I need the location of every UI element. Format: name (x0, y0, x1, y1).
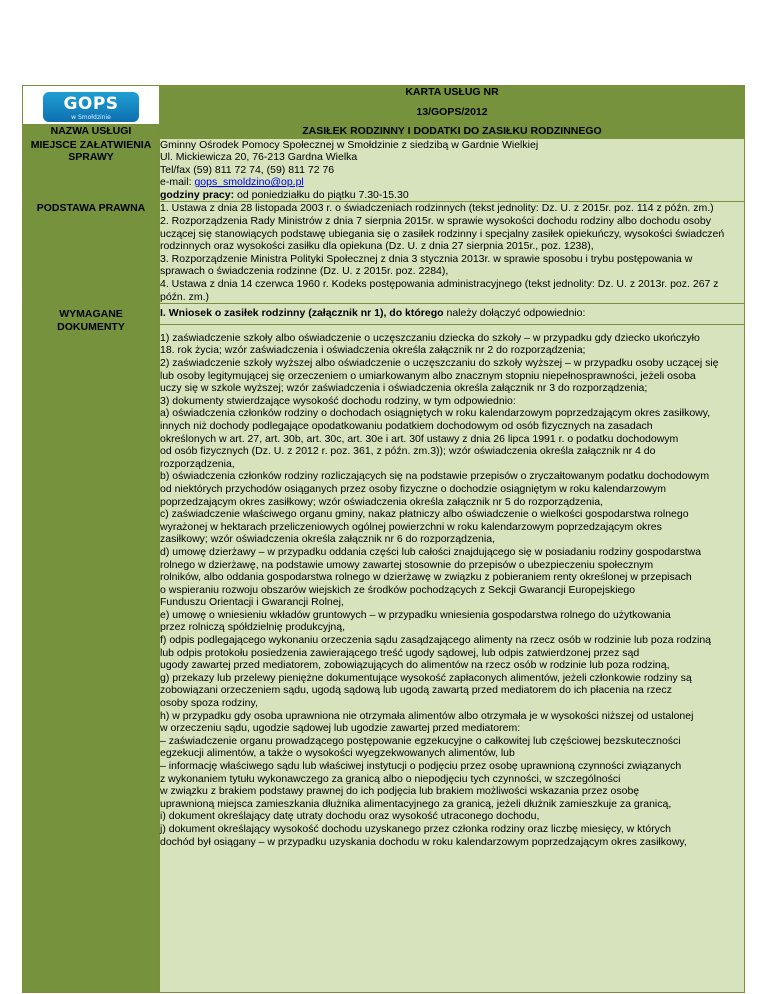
docs-line: lub odpis protokołu posiedzenia zawierającego treść ugody sądowej, lub odpis zatwierdzonej przez sąd (160, 646, 640, 659)
place-line: Ul. Mickiewicza 20, 76-213 Gardna Wielka (160, 151, 358, 164)
legal-basis-label: PODSTAWA PRAWNA (23, 202, 160, 304)
gops-logo (43, 92, 139, 122)
docs-line: egzekucji alimentów, a także o wysokości wyegzekwowanych alimentów, lub (160, 747, 515, 760)
required-docs-label (23, 304, 160, 993)
docs-line: uprawnioną miejsca zamieszkania dłużnika alimentacyjnego za granicą, jeżeli dłużnik zamieszkuje za granicą, (160, 797, 672, 810)
docs-line: ugody zawartej przed mediatorem, zobowiązujących do alimentów na rzecz osób w rodzinie lub poza rodziną, (160, 659, 670, 672)
docs-line: w związku z brakiem podstawy prawnej do ich podjęcia lub brakiem możliwości wskazania przez osobę (160, 785, 640, 798)
docs-line: 2) zaświadczenie szkoły wyższej albo oświadczenie o uczęszczaniu do szkoły wyższej – w przypadku osoby uczącej się (160, 357, 719, 369)
place-label (23, 138, 160, 202)
email-link[interactable]: gops_smoldzino@op.pl (194, 176, 304, 189)
docs-line: o wspieraniu rozwoju obszarów wiejskich ze środków pochodzących z Sekcji Gwarancji Europejskiego (160, 583, 636, 596)
docs-line: uczy się w szkole wyższej; wzór zaświadczenia i oświadczenia określa załącznik nr 3 do rozporządzenia; (160, 382, 648, 395)
docs-line: od osób fizycznych (Dz. U. z 2012 r. poz. 361, z późn. zm.3)); wzór oświadczenia określa załącznik nr 4 do (160, 445, 656, 458)
email-prefix: e-mail: (160, 176, 195, 189)
legal-line: 3. Rozporządzenie Ministra Polityki Społecznej z dnia 3 stycznia 2013r. w sprawie sposobu i trybu postępowania w (160, 252, 693, 265)
service-card-table (22, 85, 745, 993)
place-line: Tel/fax (59) 811 72 74, (59) 811 72 76 (160, 163, 335, 176)
legal-line: rodzinnych oraz wysokości zasiłku dla opiekuna (Dz. U. z dnia 27 sierpnia 2015r., poz. 1238), (160, 240, 594, 253)
docs-line: rolnego w dzierżawę, na podstawie umowy zawartej stosownie do przepisów o ubezpieczeniu społecznym (160, 558, 654, 571)
docs-line: rolników, albo oddania gospodarstwa rolnego w dzierżawę w związku z pobieraniem renty określonej w przepisach (160, 571, 692, 584)
docs-line: określonych w art. 27, art. 30b, art. 30c, art. 30e i art. 30f ustawy z dnia 26 lipca 1991 r. o podatku dochodowym (160, 432, 679, 445)
legal-line: uczącej się stanowiących podstawę ubiegania się o zasiłek rodzinny i specjalny zasiłek opiekuńczy, wysokości świadczeń (160, 227, 725, 240)
place-line: Gminny Ośrodek Pomocy Społecznej w Smołdzinie z siedzibą w Gardnie Wielkiej (160, 138, 539, 151)
place-label-line2: SPRAWY (68, 151, 114, 163)
place-details (160, 138, 745, 202)
legal-line: późn. zm.) (160, 290, 210, 303)
docs-line: z wykonaniem tytułu wykonawczego za granicą albo o niepodjęciu tych czynności, w szczególności (160, 772, 621, 785)
legal-basis-list (160, 202, 745, 304)
docs-line: lub osoby legitymującej się orzeczeniem o umiarkowanym albo znacznym stopniu niepełnosprawności, jeżeli osoba (160, 369, 696, 382)
docs-intro-bold: I. Wniosek o zasiłek rodzinny (załącznik nr 1), do którego (160, 307, 444, 320)
docs-line: g) przekazy lub przelewy pieniężne dokumentujące wysokość zapłaconych alimentów, jeżeli członkowie rodziny są (160, 671, 692, 684)
docs-line: d) umowę dzierżawy – w przypadku oddania części lub całości znajdującego się w posiadaniu rodziny gospodarstwa (160, 545, 702, 558)
docs-line: f) odpis podlegającego wykonaniu orzeczenia sądu zasądzającego alimenty na rzecz osób w rodzinie lub poza rodziną (160, 634, 711, 647)
docs-line: – zaświadczenie organu prowadzącego postępowanie egzekucyjne o całkowitej lub częściowej bezskuteczności (160, 734, 681, 747)
legal-line: 2. Rozporządzenia Rady Ministrów z dnia 7 sierpnia 2015r. w sprawie wysokości dochodu rodziny albo dochodu osoby (160, 215, 711, 228)
place-label-line1: MIEJSCE ZAŁATWIENIA (30, 138, 152, 151)
docs-line: osoby spoza rodziny, (160, 697, 258, 710)
docs-line: 1) zaświadczenie szkoły albo oświadczenie o uczęszczaniu dziecka do szkoły – w przypadku gdy dziecko ukończyło (160, 331, 700, 344)
docs-line: b) oświadczenia członków rodziny rozliczających się na podstawie przepisów o zryczałtowanym podatku dochodowym (160, 470, 710, 483)
docs-line: i) dokument określający datę utraty dochodu oraz wysokość utraconego dochodu, (160, 810, 540, 823)
service-name-label: NAZWA USŁUGI (23, 125, 160, 139)
docs-line: innych niż dochody podlegające opodatkowaniu podatkiem dochodowym od osób fizycznych na zasadach (160, 419, 653, 432)
hours-line (160, 189, 744, 202)
legal-line: 1. Ustawa z dnia 28 listopada 2003 r. o świadczeniach rodzinnych (tekst jednolity: Dz. U. z 2015r. poz. 114 z późn. zm.) (160, 202, 714, 215)
docs-line: j) dokument określający wysokość dochodu uzyskanego przez członka rodziny oraz liczbę miesięcy, w których (160, 822, 672, 835)
docs-line: h) w przypadku gdy osoba uprawniona nie otrzymała alimentów albo otrzymała je w wysokości niższej od ustalonej (160, 709, 694, 722)
service-name: ZASIŁEK RODZINNY I DODATKI DO ZASIŁKU RODZINNEGO (160, 125, 745, 139)
docs-line: rozporządzenia, (160, 457, 235, 470)
card-title-line1: KARTA USŁUG NR (160, 86, 745, 106)
docs-line: 18. rok życia; wzór zaświadczenia i oświadczenia określa załącznik nr 2 do rozporządzenia; (160, 344, 586, 357)
docs-line: – informację właściwego sądu lub właściwej instytucji o podjęciu przez osobę uprawnioną czynności związanych (160, 760, 682, 772)
docs-line: przez rolniczą spółdzielnię produkcyjną, (160, 621, 346, 634)
logo-text: GOPS (63, 94, 119, 114)
docs-line: a) oświadczenia członków rodziny o dochodach osiągniętych w roku kalendarzowym poprzedzającym okres zasiłkowy, (160, 407, 711, 420)
docs-intro (160, 304, 745, 325)
docs-line: od niektórych przychodów osiąganych przez osoby fizyczne o dochodzie osiągniętym w roku kalendarzowym (160, 482, 667, 495)
docs-line: w orzeczeniu sądu, ugodzie sądowej lub ugodzie zawartej przed mediatorem: (160, 722, 521, 735)
docs-intro-rest: należy dołączyć odpowiednio: (443, 307, 586, 320)
docs-line: 3) dokumenty stwierdzające wysokość dochodu rodziny, w tym odpowiednio: (160, 394, 516, 407)
card-title-line2: 13/GOPS/2012 (160, 105, 745, 125)
email-line (160, 176, 744, 189)
docs-label-line1: WYMAGANE (59, 308, 123, 321)
legal-line: 4. Ustawa z dnia 14 czerwca 1960 r. Kodeks postępowania administracyjnego (tekst jednolity: Dz. U. z 2013r. poz. 267 z (160, 278, 719, 291)
docs-line: Funduszu Orientacji i Gwarancji Rolnej, (160, 596, 344, 609)
docs-line: wyrażonej w hektarach przeliczeniowych ogólnej powierzchni w roku kalendarzowym poprzedzającym okres (160, 520, 662, 533)
docs-label-line2: DOKUMENTY (57, 320, 125, 333)
docs-line: zasiłkowy; wzór oświadczenia określa załącznik nr 6 do rozporządzenia, (160, 533, 495, 546)
logo-subtext: w Smołdzinie (71, 114, 111, 121)
docs-line: e) umowę o wniesieniu wkładów gruntowych – w przypadku wniesienia gospodarstwa rolnego do użytkowania (160, 608, 671, 621)
docs-line: dochód był osiągany – w przypadku uzyskania dochodu w roku kalendarzowym poprzedzającym okres zasiłkowy, (160, 835, 687, 848)
legal-line: sprawach o świadczenia rodzinne (Dz. U. z 2015r. poz. 2284), (160, 265, 449, 278)
hours-label: godziny pracy: (160, 188, 235, 201)
logo-cell (23, 86, 160, 125)
docs-list (160, 324, 745, 992)
hours-value: od poniedziałku do piątku 7.30-15.30 (234, 188, 409, 201)
docs-line: c) zaświadczenie właściwego organu gminy, nakaz płatniczy albo oświadczenie o wielkości gospodarstwa rolnego (160, 508, 689, 521)
docs-line: zobowiązani orzeczeniem sądu, ugodą sądową lub ugodą zawartą przed mediatorem do ich płacenia na rzecz (160, 684, 672, 697)
docs-line: poprzedzającym okres zasiłkowy; wzór oświadczenia określa załącznik nr 5 do rozporządzenia, (160, 495, 603, 508)
